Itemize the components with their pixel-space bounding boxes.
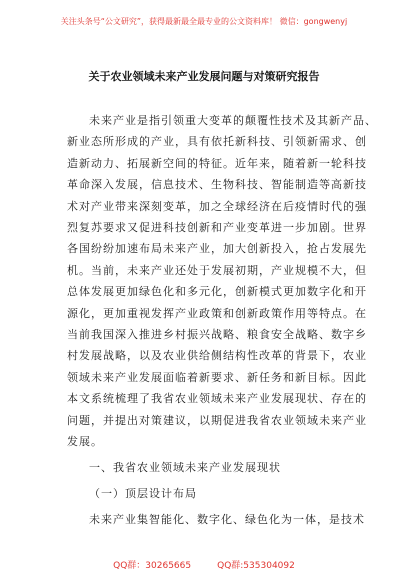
text-line: 总体发展更加绿色化和多元化，创新模式更加数字化和开 [67, 285, 367, 299]
text-line: 本文系统梳理了我省农业领域未来产业发展现状、存在的 [67, 392, 367, 406]
intro-paragraph [67, 110, 377, 453]
text-line: 源化，更加重视发挥产业政策和创新政策作用等特点。在 [67, 306, 367, 320]
document-title: 关于农业领域未来产业发展问题与对策研究报告 [88, 70, 320, 83]
body-paragraph [67, 509, 365, 530]
text-line: 村发展战略，以及农业供给侧结构性改革的背景下，农业 [67, 349, 367, 363]
text-line: 领域未来产业发展面临着新要求、新任务和新目标。因此 [67, 370, 367, 384]
footer-qq-group-2: QQ群:535304092 [217, 561, 295, 571]
text-line: 发展。 [67, 435, 103, 449]
text-line: 各国纷纷加速布局未来产业，加大创新投入，抢占发展先 [67, 242, 367, 256]
footer-contact [0, 558, 408, 571]
text-line: 未来产业是指引领重大变革的颠覆性技术及其新产品、 [89, 114, 377, 127]
subsection-heading: （一）顶层设计布局 [89, 486, 197, 500]
section-heading: 一、我省农业领域未来产业发展现状 [89, 460, 281, 474]
text-line: 当前我国深入推进乡村振兴战略、粮食安全战略、数字乡 [67, 328, 367, 342]
text-line: 机。当前，未来产业还处于发展初期，产业规模不大，但 [67, 263, 367, 277]
text-line: 烈复苏要求又促进科技创新和产业变革进一步加剧。世界 [67, 221, 367, 235]
text-line: 革命深入发展，信息技术、生物科技、智能制造等高新技 [67, 178, 367, 192]
text-line: 新业态所形成的产业，具有依托新科技、引领新需求、创 [67, 135, 367, 149]
top-banner: 关注头条号“公文研究”，获得最新最全最专业的公文资料库！ 微信：gongwenyj [60, 17, 348, 26]
footer-qq-group-1: QQ群：30265665 [113, 561, 192, 571]
text-line: 造新动力、拓展新空间的特征。近年来，随着新一轮科技 [67, 156, 367, 170]
text-line: 术对产业带来深刻变革，加之全球经济在后疫情时代的强 [67, 199, 367, 213]
text-line: 未来产业集智能化、数字化、绿色化为一体，是技术 [89, 512, 365, 526]
text-line: 问题，并提出对策建议，以期促进我省农业领域未来产业 [67, 413, 367, 427]
document-body [67, 110, 377, 530]
